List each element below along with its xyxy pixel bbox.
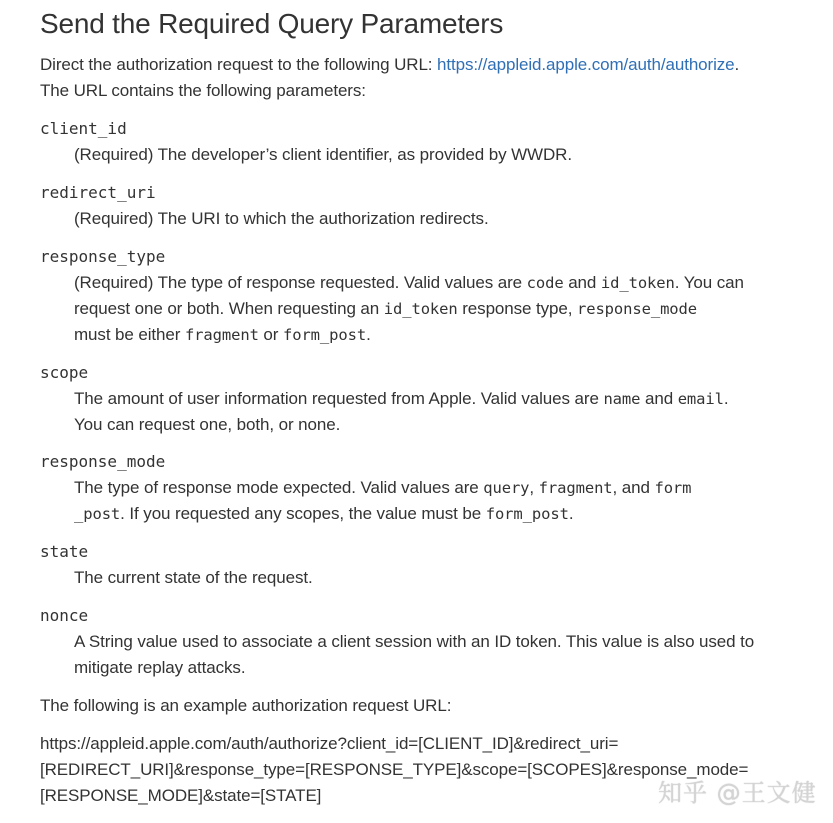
param-desc-response-mode — [74, 475, 814, 527]
param-desc-scope — [74, 386, 814, 438]
desc-line: (Required) The developer’s client identifier, as provided by WWDR. — [74, 145, 572, 164]
code-value: email — [677, 390, 724, 408]
desc-line: The type of response mode expected. Valid values are query, fragment, and form — [74, 478, 692, 497]
intro-text: Direct the authorization request to the following URL: — [40, 55, 438, 74]
desc-line: request one or both. When requesting an id_token response type, response_mode — [74, 299, 697, 318]
param-name-client-id: client_id — [40, 119, 127, 138]
desc-line: The current state of the request. — [74, 568, 313, 587]
param-desc-response-type — [74, 270, 814, 348]
desc-line: (Required) The type of response requested. Valid values are code and id_token. You can — [74, 273, 744, 292]
code-value: id_token — [600, 274, 675, 292]
example-url-line-1: https://appleid.apple.com/auth/authorize?client_id=[CLIENT_ID]&redirect_uri= — [40, 734, 619, 753]
page-title: Send the Required Query Parameters — [40, 8, 504, 39]
code-value: name — [603, 390, 641, 408]
param-name-response-type: response_type — [40, 247, 166, 266]
desc-line: The amount of user information requested from Apple. Valid values are name and email. — [74, 389, 729, 408]
intro-line-1 — [40, 52, 739, 78]
param-desc-state — [74, 565, 814, 591]
code-value: response_mode — [576, 300, 697, 318]
param-desc-nonce — [74, 629, 814, 681]
intro-period: . — [734, 55, 740, 74]
desc-line: must be either fragment or form_post. — [74, 325, 371, 344]
param-name-state: state — [40, 542, 89, 561]
param-name-nonce: nonce — [40, 606, 89, 625]
param-desc-client-id — [74, 142, 814, 168]
desc-line: _post. If you requested any scopes, the value must be form_post. — [74, 504, 574, 523]
code-value: fragment — [538, 479, 613, 497]
code-value: form_post — [282, 326, 367, 344]
desc-line: A String value used to associate a client session with an ID token. This value is also used to — [74, 632, 755, 651]
code-value: form_post — [485, 505, 569, 523]
code-value: query — [483, 479, 530, 497]
code-value: id_token — [383, 300, 458, 318]
example-label: The following is an example authorization request URL: — [40, 696, 452, 715]
code-value: form — [654, 479, 692, 497]
code-value: _post — [74, 505, 121, 523]
param-name-redirect-uri: redirect_uri — [40, 183, 156, 202]
param-desc-redirect-uri — [74, 206, 814, 232]
param-name-scope: scope — [40, 363, 89, 382]
param-name-response-mode: response_mode — [40, 452, 166, 471]
intro-line-2: The URL contains the following parameters: — [40, 81, 366, 100]
example-url-line-2: [REDIRECT_URI]&response_type=[RESPONSE_TYPE]&scope=[SCOPES]&response_mode= — [40, 760, 749, 779]
desc-line: (Required) The URI to which the authorization redirects. — [74, 209, 489, 228]
authorize-url-link[interactable]: https://appleid.apple.com/auth/authorize — [437, 55, 735, 74]
example-url-line-3: [RESPONSE_MODE]&state=[STATE] — [40, 786, 322, 805]
code-value: fragment — [184, 326, 259, 344]
code-value: code — [526, 274, 564, 292]
desc-line: You can request one, both, or none. — [74, 415, 341, 434]
desc-line: mitigate replay attacks. — [74, 658, 246, 677]
zhihu-watermark: 知乎 @王文健 — [658, 779, 817, 807]
